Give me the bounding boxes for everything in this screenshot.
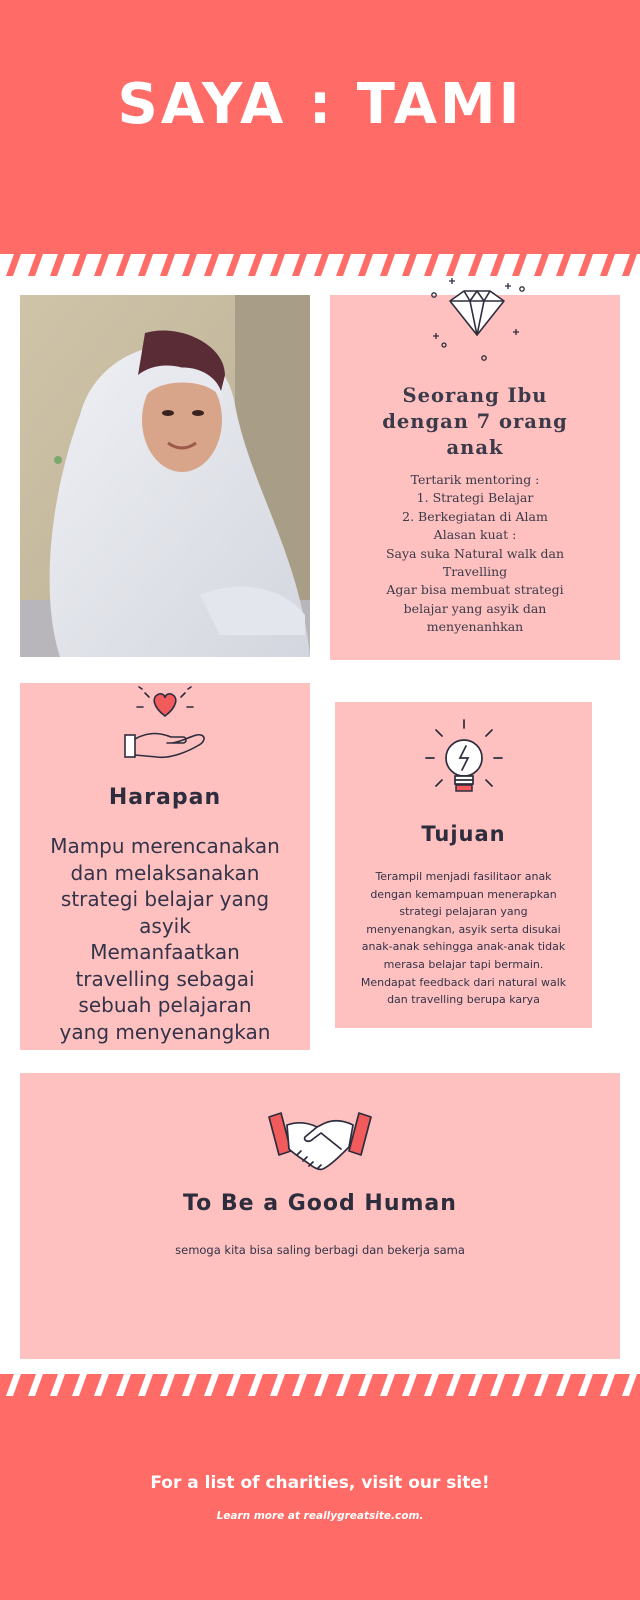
profile-body-line: belajar yang asyik dan [403, 600, 547, 616]
profile-body-line: Travelling [442, 564, 508, 580]
harapan-heading: Harapan [108, 785, 222, 810]
profile-body-line: 2. Berkegiatan di Alam [402, 508, 548, 524]
header-stripes [0, 254, 640, 276]
footer-band [0, 1392, 640, 1600]
footer-link[interactable]: Learn more at reallygreatsite.com. [216, 1510, 424, 1522]
profile-body-line: Saya suka Natural walk dan [385, 545, 565, 561]
harapan-card [20, 683, 310, 1050]
harapan-body-line: Mampu merencanakan [50, 834, 280, 858]
profile-card [330, 295, 620, 660]
footer-title: For a list of charities, visit our site! [150, 1473, 490, 1493]
tujuan-body-line: merasa belajar tapi bermain. [383, 957, 544, 971]
tujuan-body-line: dan travelling berupa karya [387, 993, 540, 1007]
profile-heading-line: dengan 7 orang [382, 410, 568, 433]
tujuan-body-line: strategi pelajaran yang [399, 905, 528, 919]
good-human-heading: To Be a Good Human [183, 1191, 457, 1216]
tujuan-body [335, 868, 592, 1009]
harapan-body [20, 833, 310, 1045]
tujuan-body-line: Terampil menjadi fasilitaor anak [375, 870, 552, 883]
profile-heading-line: anak [446, 436, 504, 459]
hand-heart-icon [115, 685, 215, 765]
good-human-card [20, 1073, 620, 1359]
page-title: SAYA : TAMI [117, 72, 523, 137]
tujuan-body-line: anak-anak sehingga anak-anak tidak [361, 940, 566, 954]
footer-stripes [0, 1374, 640, 1396]
profile-body-line: Tertarik mentoring : [410, 472, 540, 487]
profile-body-line: 1. Strategi Belajar [416, 490, 534, 506]
harapan-body-line: strategi belajar yang [60, 887, 270, 911]
diamond-icon [422, 275, 532, 365]
profile-body [330, 471, 620, 637]
tujuan-body-line: Mendapat feedback dari natural walk [360, 975, 567, 989]
tujuan-body-line: dengan kemampuan menerapkan [370, 887, 557, 901]
harapan-body-line: yang menyenangkan [59, 1019, 271, 1044]
profile-heading-line: Seorang Ibu [402, 384, 548, 407]
harapan-body-line: dan melaksanakan [70, 860, 260, 885]
harapan-body-line: travelling sebagai [75, 966, 255, 991]
tujuan-body-line: menyenangkan, asyik serta disukai [366, 922, 561, 936]
harapan-body-line: Memanfaatkan [90, 940, 240, 964]
profile-body-line: menyenanhkan [426, 619, 524, 635]
tujuan-heading: Tujuan [421, 822, 506, 846]
lightbulb-icon [414, 718, 514, 808]
good-human-body: semoga kita bisa saling berbagi dan bekerja sama [175, 1243, 465, 1257]
profile-body-line: Alasan kuat : [433, 527, 517, 543]
profile-heading [330, 383, 620, 461]
harapan-body-line: sebuah pelajaran [78, 993, 252, 1017]
profile-photo [20, 295, 310, 657]
tujuan-card [335, 702, 592, 1028]
profile-body-line: Agar bisa membuat strategi [386, 582, 564, 598]
handshake-icon [265, 1107, 375, 1177]
harapan-body-line: asyik [139, 913, 191, 938]
